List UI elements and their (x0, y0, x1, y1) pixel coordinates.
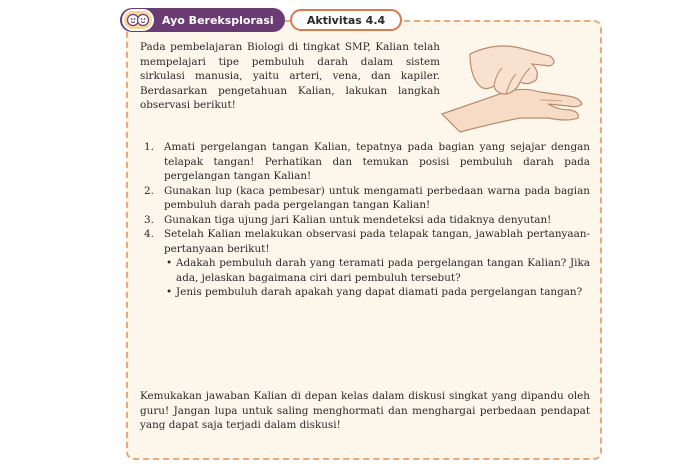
section-title: Ayo Bereksplorasi (162, 13, 274, 27)
step-item: 4. Setelah Kalian melakukan observasi pada telapak tangan, jawablah pertanyaan-pertanyaan berikut! • Adakah pembuluh darah yang teramati pada pergelangan tangan Kalian? Jika ada, jelaskan bagaimana ciri dari pembuluh tersebut? • Jenis pembuluh darah apakah yang dapat diamati pada pergelangan tangan? (144, 228, 590, 298)
step-text: Amati pergelangan tangan Kalian, tepatnya pada bagian yang sejajar dengan telapak tangan! Perhatikan dan temukan posisi pembuluh darah pada pergelangan tangan Kalian! (164, 141, 590, 182)
step-text: Gunakan tiga ujung jari Kalian untuk mendeteksi ada tidaknya denyutan! (164, 213, 552, 226)
two-faces-icon (122, 9, 154, 31)
step-item: 3. Gunakan tiga ujung jari Kalian untuk mendeteksi ada tidaknya denyutan! (144, 213, 552, 226)
closing-paragraph: Kemukakan jawaban Kalian di depan kelas dalam diskusi singkat yang dipandu oleh guru! Jangan lupa untuk saling menghormati dan menghargai perbedaan pendapat yang dapat saja terjadi dalam diskusi! (140, 390, 590, 431)
question-list (164, 256, 590, 300)
step-text: Gunakan lup (kaca pembesar) untuk mengamati perbedaan warna pada bagian pembuluh darah pada pergelangan tangan Kalian! (164, 184, 590, 211)
step-item: 2. Gunakan lup (kaca pembesar) untuk mengamati perbedaan warna pada bagian pembuluh darah pada pergelangan tangan Kalian! (144, 184, 590, 211)
activity-label: Aktivitas 4.4 (290, 9, 402, 31)
question-item: • Adakah pembuluh darah yang teramati pada pergelangan tangan Kalian? Jika ada, jelaskan bagaimana ciri dari pembuluh tersebut? (166, 257, 590, 284)
wrist-pulse-illustration (440, 34, 590, 134)
observation-steps (140, 140, 590, 300)
section-header (120, 8, 285, 32)
step-text: Setelah Kalian melakukan observasi pada telapak tangan, jawablah pertanyaan-pertanyaan berikut! (164, 228, 590, 255)
question-item: • Jenis pembuluh darah apakah yang dapat diamati pada pergelangan tangan? (166, 286, 583, 298)
intro-paragraph: Pada pembelajaran Biologi di tingkat SMP, Kalian telah mempelajari tipe pembuluh darah dalam sistem sirkulasi manusia, yaitu arteri, vena, dan kapiler. Berdasarkan pengetahuan Kalian, lakukan langkah observasi berikut! (140, 41, 440, 111)
step-item: 1. Amati pergelangan tangan Kalian, tepatnya pada bagian yang sejajar dengan telapak tangan! Perhatikan dan temukan posisi pembuluh darah pada pergelangan tangan Kalian! (144, 141, 590, 182)
